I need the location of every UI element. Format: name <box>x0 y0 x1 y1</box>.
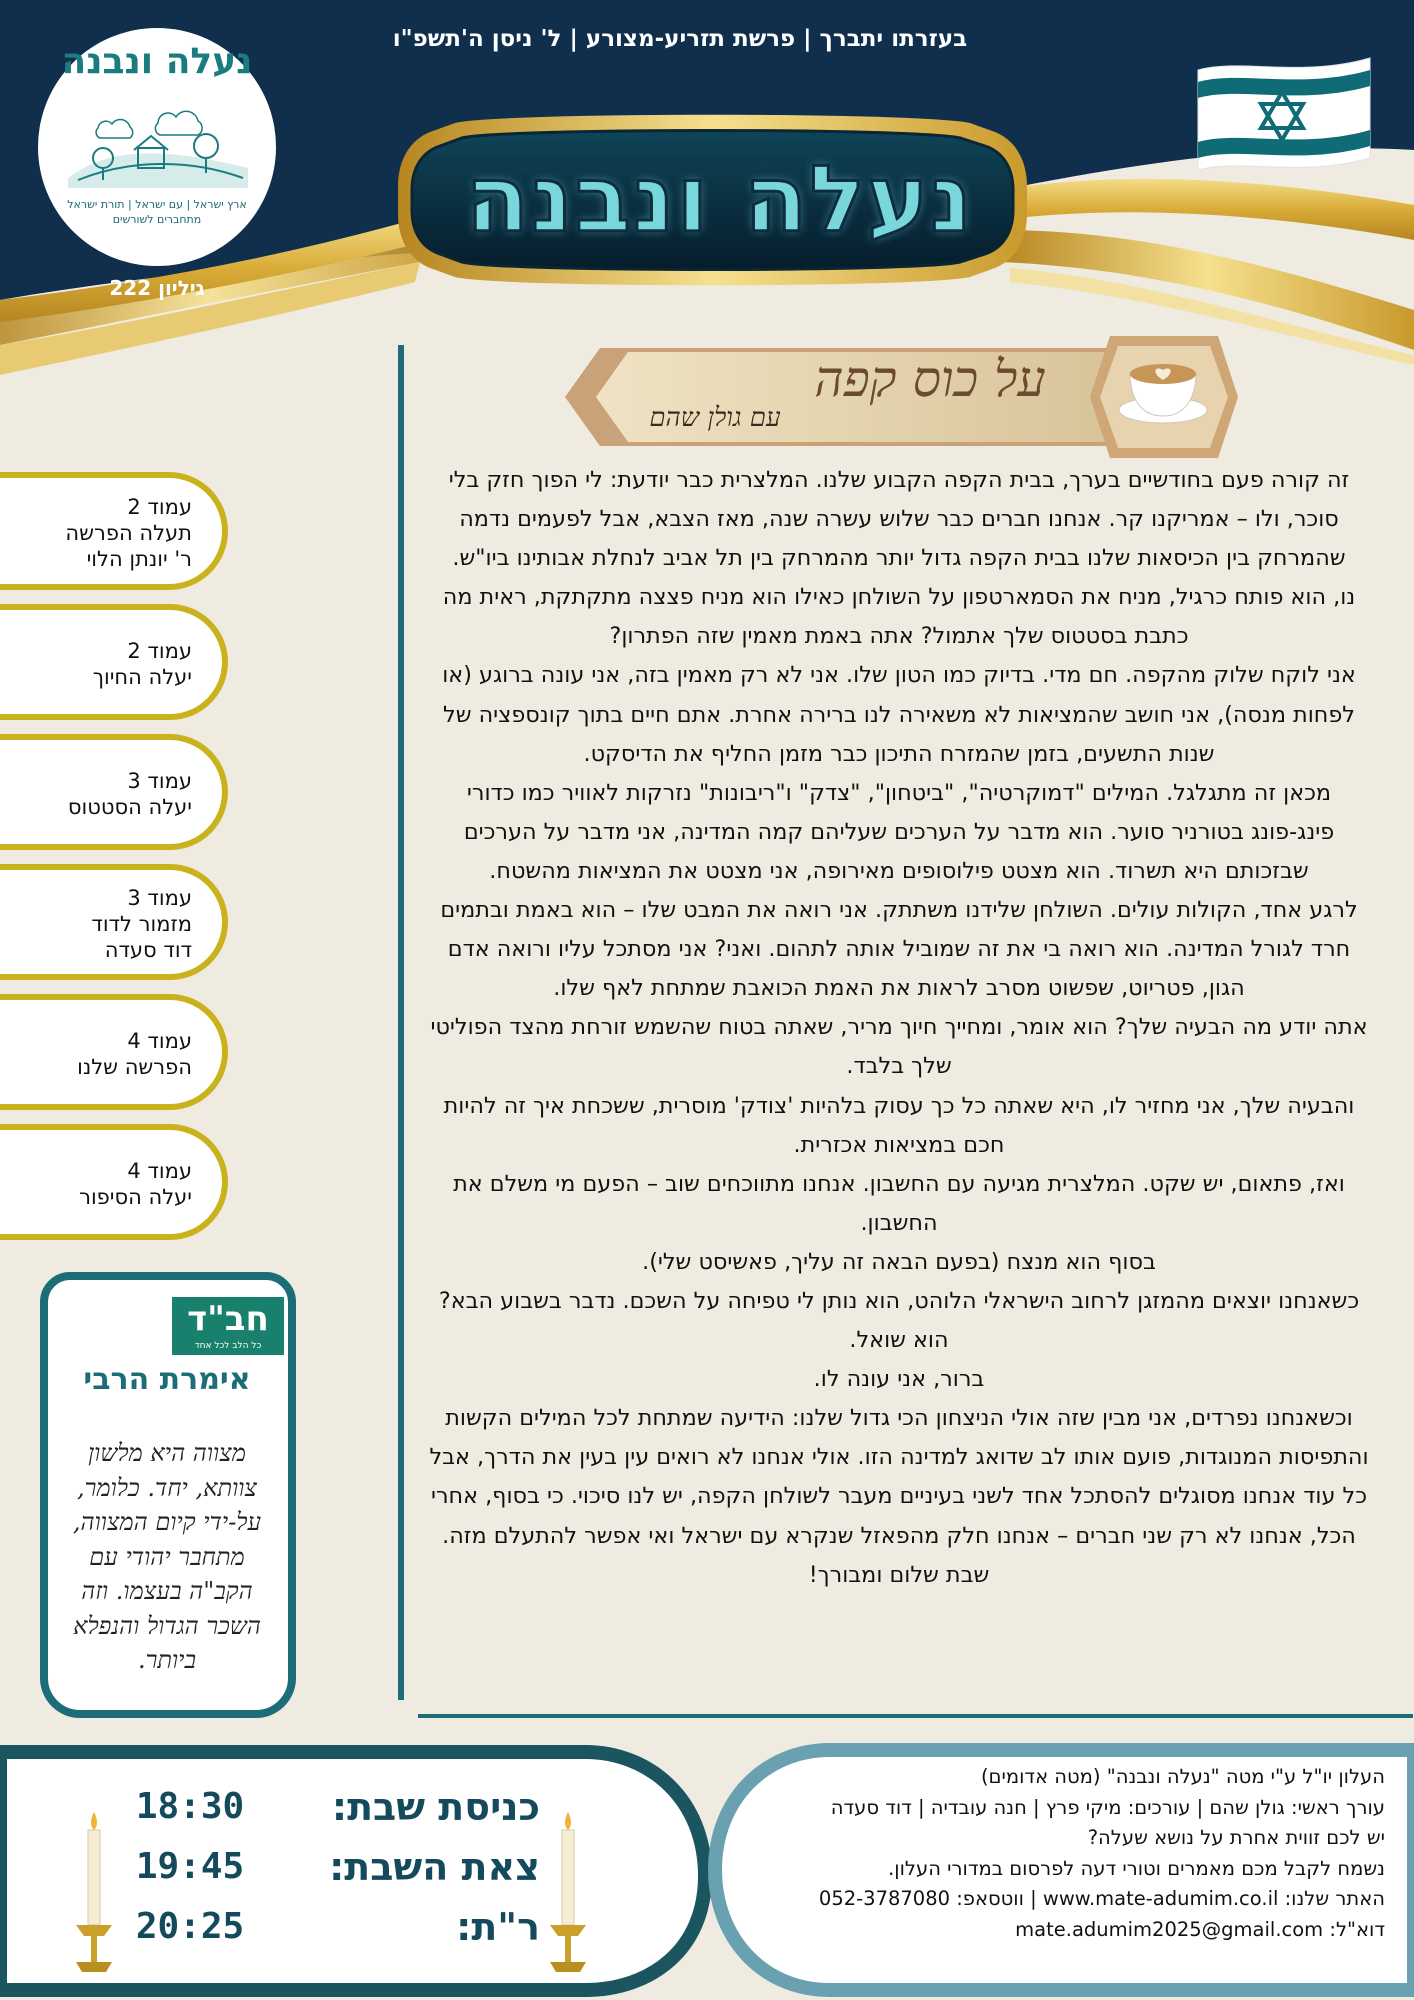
header-line: בעזרתו יתברך | פרשת תזריע-מצורע | ל' ניסן ה'תשפ"ו <box>392 26 968 52</box>
chabad-logo-subtitle: כל הלב לכל אחד <box>194 1341 262 1351</box>
credits-question: יש לכם זווית אחרת על נושא שעלה? <box>1087 1826 1385 1850</box>
toc-page: עמוד 4 <box>127 1029 192 1053</box>
article-paragraph: לרגע אחד, הקולות עולים. השולחן שלידנו משתתק. אני רואה את המבט שלו – הוא באמת ובתמים חרד לגורל המדינה. הוא רואה בי את זה שמוביל אותה לתהום. ואני? אני מסתכל עליו ורואה אדם הגון, פטריוט, שפשוט מסרב לראות את האמת הכואבת שמתחת לאף שלו. <box>440 897 1358 1002</box>
column-author: עם גולן שהם <box>649 403 781 433</box>
article-paragraph: זה קורה פעם בחודשיים בערך, בבית הקפה הקבוע שלנו. המלצרית כבר יודעת: לי הפוך חזק בלי סוכר, ולו – אמריקנו קר. אנחנו חברים כבר שלוש עשרה שנה, מאז הצבא, אבל לפעמים נדמה שהמרחק בין הכיסאות שלנו בבית הקפה גדול יותר מהמרחק בין תל אביב לנחלת אבותינו ביו"ש. <box>448 467 1350 572</box>
logo-tagline-2: מתחברים לשורשים <box>112 213 202 226</box>
toc-title: הפרשה שלנו <box>77 1055 192 1079</box>
shabbat-time-row <box>120 1842 540 1892</box>
candle-lighting-label: כניסת שבת: <box>331 1785 540 1829</box>
article-body <box>425 461 1373 1715</box>
havdalah-label: צאת השבת: <box>329 1845 540 1889</box>
logo-title: נעלה ונבנה <box>61 41 253 82</box>
toc-item[interactable] <box>0 1124 228 1240</box>
toc-page: עמוד 3 <box>127 886 192 910</box>
toc-item[interactable] <box>0 994 228 1110</box>
rabbeinu-tam-time: 20:25 <box>135 1906 245 1947</box>
toc-title: מזמור לדוד <box>91 912 192 936</box>
toc-item[interactable] <box>0 604 228 720</box>
article-paragraph: אתה יודע מה הבעיה שלך? הוא אומר, ומחייך חיוך מריר, שאתה בטוח שהשמש זורחת מהצד הפוליטי שלך בלבד. <box>430 1014 1368 1080</box>
article-paragraph: בסוף הוא מנצח (בפעם הבאה זה עליך, פאשיסט שלי). <box>642 1248 1156 1275</box>
rabbeinu-tam-label: ר"ת: <box>456 1905 540 1949</box>
article-paragraph: וכשאנחנו נפרדים, אני מבין שזה אולי הניצחון הכי גדול שלנו: הידיעה שמתחת לכל המילים הקשות והתפיסות המנוגדות, פועם אותו לב שדואג למדינה הזו. אולי אנחנו לא רואים עין בעין את הדרך, אבל כל עוד אנחנו מסוגלים להסתכל אחד לשני בעיניים מעבר לשולחן הקפה, יש לנו סיכוי. כי בסוף, אחרי הכל, אנחנו לא רק שני חברים – אנחנו חלק מהפאזל שנקרא עם ישראל ואי אפשר להתעלם מזה. <box>429 1405 1369 1549</box>
shabbat-time-row <box>120 1902 540 1952</box>
toc-page: עמוד 2 <box>127 495 192 519</box>
israel-flag-icon <box>1198 58 1370 170</box>
logo-tagline: ארץ ישראל | עם ישראל | תורת ישראל <box>67 198 247 211</box>
article-paragraph: והבעיה שלך, אני מחזיר לו, היא שאתה כל כך עסוק בלהיות 'צודק' מוסרית, ששכחת איך זה להיות חכם במציאות אכזרית. <box>443 1092 1355 1158</box>
candle-lighting-time: 18:30 <box>135 1786 245 1827</box>
rabbi-quote-title: אימרת הרבי <box>83 1362 251 1397</box>
chabad-logo: חב"ד <box>172 1297 284 1355</box>
toc-item[interactable] <box>0 472 228 590</box>
toc-item[interactable] <box>0 734 228 850</box>
havdalah-time: 19:45 <box>135 1846 245 1887</box>
article-paragraph: ברור, אני עונה לו. <box>813 1366 985 1393</box>
toc-title: יעלה הסיפור <box>79 1185 192 1209</box>
article-paragraph: כשאנחנו יוצאים מהמזגן לרחוב הישראלי הלוהט, הוא נותן לי טפיחה על השכם. נדבר בשבוע הבא? הוא שואל. <box>438 1287 1360 1354</box>
article-paragraph: נו, הוא פותח כרגיל, מניח את הסמארטפון על השולחן כאילו הוא מניח פצצה מתקתקת, ראית מה כתבת בסטטוס שלך אתמול? אתה באמת מאמין שזה הפתרון? <box>442 584 1356 650</box>
toc-page: עמוד 3 <box>127 769 192 793</box>
article-paragraph: ואז, פתאום, יש שקט. המלצרית מגיעה עם החשבון. אנחנו מתווכחים שוב – הפעם מי משלם את החשבון. <box>453 1170 1345 1236</box>
article-paragraph: מכאן זה מתגלגל. המילים "דמוקרטיה", "ביטחון", "צדק" ו"ריבונות" נזרקות לאוויר כמו כדורי פינג-פונג בטורניר סוער. הוא מדבר על הערכים שעליהם קמה המדינה, אני מדבר על הערכים שבזכותם היא תשרוד. הוא מצטט פילוסופים מאירופה, אני מצטט את המציאות מהשטח. <box>463 779 1335 884</box>
toc-title: יעלה הסטטוס <box>67 795 192 819</box>
toc-subtitle: ר' יונתן הלוי <box>86 547 192 571</box>
toc-item[interactable] <box>0 864 228 980</box>
article-paragraph: אני לוקח שלוק מהקפה. חם מדי. בדיוק כמו הטון שלו. אני לא רק מאמין בזה, אני עונה ברוגע (או לפחות מנסה), אני חושב שהמציאות לא משאירה לנו ברירה אחרת. אתם חיים בתוך קונספציה של שנות התשעים, בזמן שהמזרח התיכון כבר מזמן החליף את הדיסקט. <box>442 662 1356 767</box>
credits-contact-link[interactable]: האתר שלנו: www.mate-adumim.co.il | ווטסאפ: 052-3787080 <box>818 1887 1385 1911</box>
article-closing: שבת שלום ומבורך! <box>808 1561 990 1588</box>
toc-page: עמוד 4 <box>127 1159 192 1183</box>
rabbi-quote-text: מצווה היא מלשון צוותא, יחד. כלומר, על-ידי קיום המצווה, מתחבר יהודי עם הקב"ה בעצמו. וזה השכר הגדול והנפלא ביותר. <box>72 1439 262 1674</box>
column-title: על כוס קפה <box>814 350 1046 408</box>
credits-editors: עורך ראשי: גולן שהם | עורכים: מיקי פרץ | חנה עובדיה | דוד סעדה <box>830 1795 1385 1819</box>
shabbat-time-row <box>120 1782 540 1832</box>
toc-subtitle: דוד סעדה <box>104 938 192 962</box>
credits-email-link[interactable]: דוא"ל: mate.adumim2025@gmail.com <box>1015 1917 1385 1941</box>
toc-title: תעלה הפרשה <box>65 521 192 545</box>
toc-page: עמוד 2 <box>127 639 192 663</box>
footer-credits <box>730 1762 1385 1980</box>
masthead-title: נעלה ונבנה <box>465 146 975 253</box>
credits-invite: נשמח לקבל מכם מאמרים וטורי דעה לפרסום במדורי העלון. <box>888 1856 1385 1880</box>
credits-publisher: העלון יו"ל ע"י מטה "נעלה ונבנה" (מטה אדומים) <box>980 1765 1385 1788</box>
toc-title: יעלה החיוך <box>92 665 192 689</box>
issue-number: גיליון 222 <box>109 276 205 300</box>
